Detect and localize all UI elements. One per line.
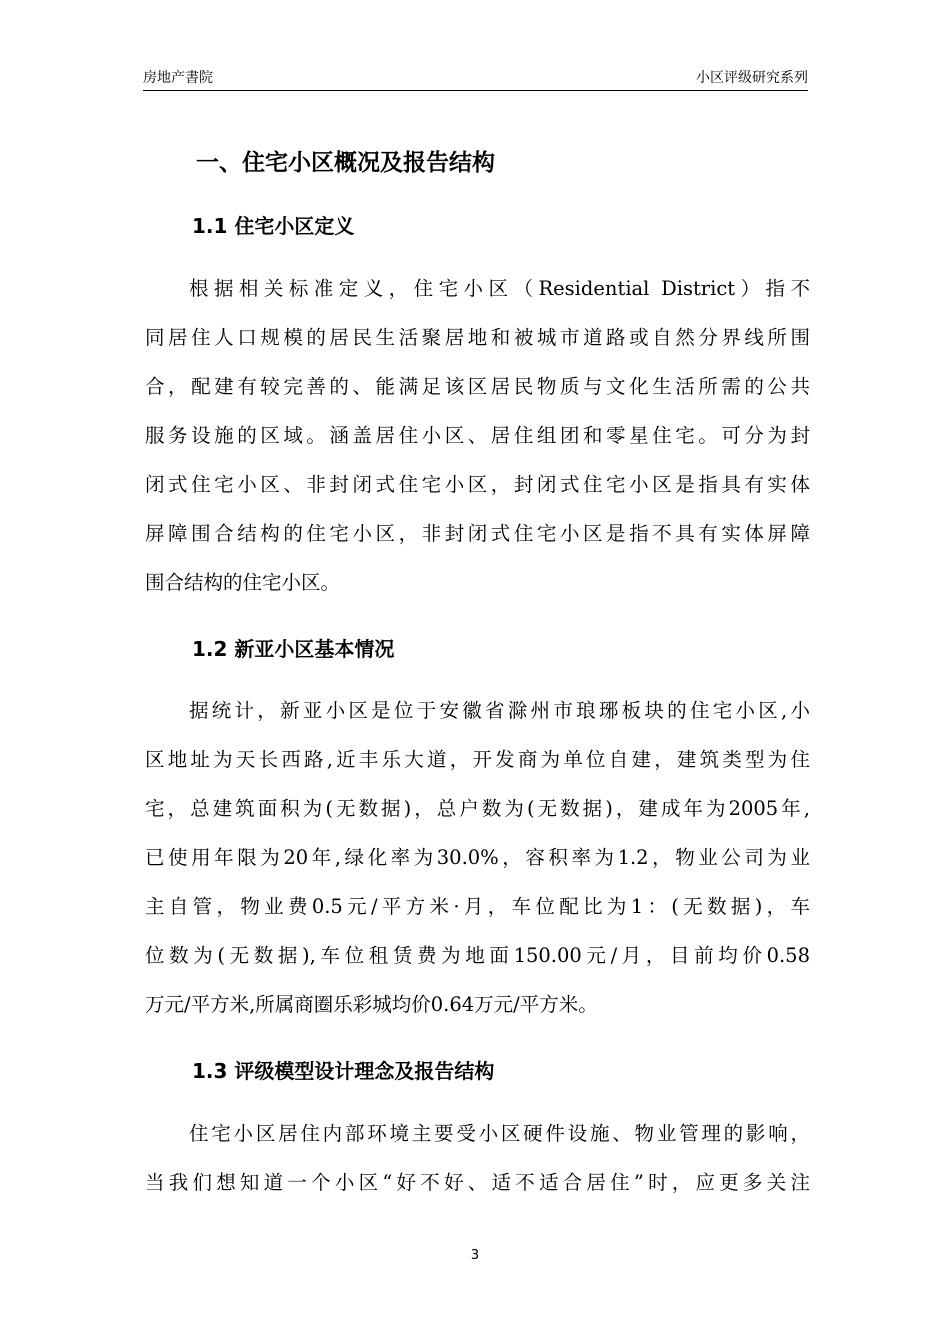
paragraph-line: 据统计，新亚小区是位于安徽省滁州市琅琊板块的住宅小区,小 [189, 699, 810, 722]
paragraph-line: 位数为(无数据),车位租赁费为地面150.00元/月，目前均价0.58 [145, 944, 810, 967]
header-series-title: 小区评级研究系列 [696, 70, 808, 86]
paragraph-line: 当我们想知道一个小区“好不好、适不适合居住”时，应更多关注 [145, 1171, 810, 1194]
header-publisher: 房地产書院 [143, 70, 213, 86]
section-1-1-paragraph [145, 264, 810, 607]
paragraph-line: 闭式住宅小区、非封闭式住宅小区，封闭式住宅小区是指具有实体 [145, 473, 810, 496]
paragraph-line: 服务设施的区域。涵盖居住小区、居住组团和零星住宅。可分为封 [145, 424, 810, 447]
paragraph-line: 同居住人口规模的居民生活聚居地和被城市道路或自然分界线所围 [145, 326, 810, 349]
page-header [143, 68, 808, 91]
section-1-3-paragraph [145, 1109, 810, 1207]
paragraph-line: 住宅小区居住内部环境主要受小区硬件设施、物业管理的影响， [189, 1122, 810, 1145]
section-title-1-3: 1.3 评级模型设计理念及报告结构 [192, 1059, 495, 1083]
paragraph-line: 根据相关标准定义，住宅小区（Residential District）指不 [189, 277, 810, 300]
paragraph-line: 万元/平方米,所属商圈乐彩城均价0.64万元/平方米。 [145, 993, 598, 1016]
paragraph-line: 宅，总建筑面积为(无数据)，总户数为(无数据)，建成年为2005年, [145, 797, 810, 820]
paragraph-line: 合，配建有较完善的、能满足该区居民物质与文化生活所需的公共 [145, 375, 810, 398]
section-title-1-1: 1.1 住宅小区定义 [192, 214, 355, 238]
section-title-1-2: 1.2 新亚小区基本情况 [192, 637, 395, 661]
paragraph-line: 区地址为天长西路,近丰乐大道，开发商为单位自建，建筑类型为住 [145, 748, 810, 771]
section-1-2-paragraph [145, 686, 810, 1029]
paragraph-line: 围合结构的住宅小区。 [145, 571, 341, 594]
chapter-title: 一、住宅小区概况及报告结构 [196, 150, 495, 176]
paragraph-line: 主自管，物业费0.5元/平方米·月，车位配比为1：(无数据)，车 [145, 895, 810, 918]
page-number: 3 [470, 1248, 480, 1263]
paragraph-line: 已使用年限为20年,绿化率为30.0%，容积率为1.2，物业公司为业 [145, 846, 810, 869]
paragraph-line: 屏障围合结构的住宅小区，非封闭式住宅小区是指不具有实体屏障 [145, 522, 810, 545]
